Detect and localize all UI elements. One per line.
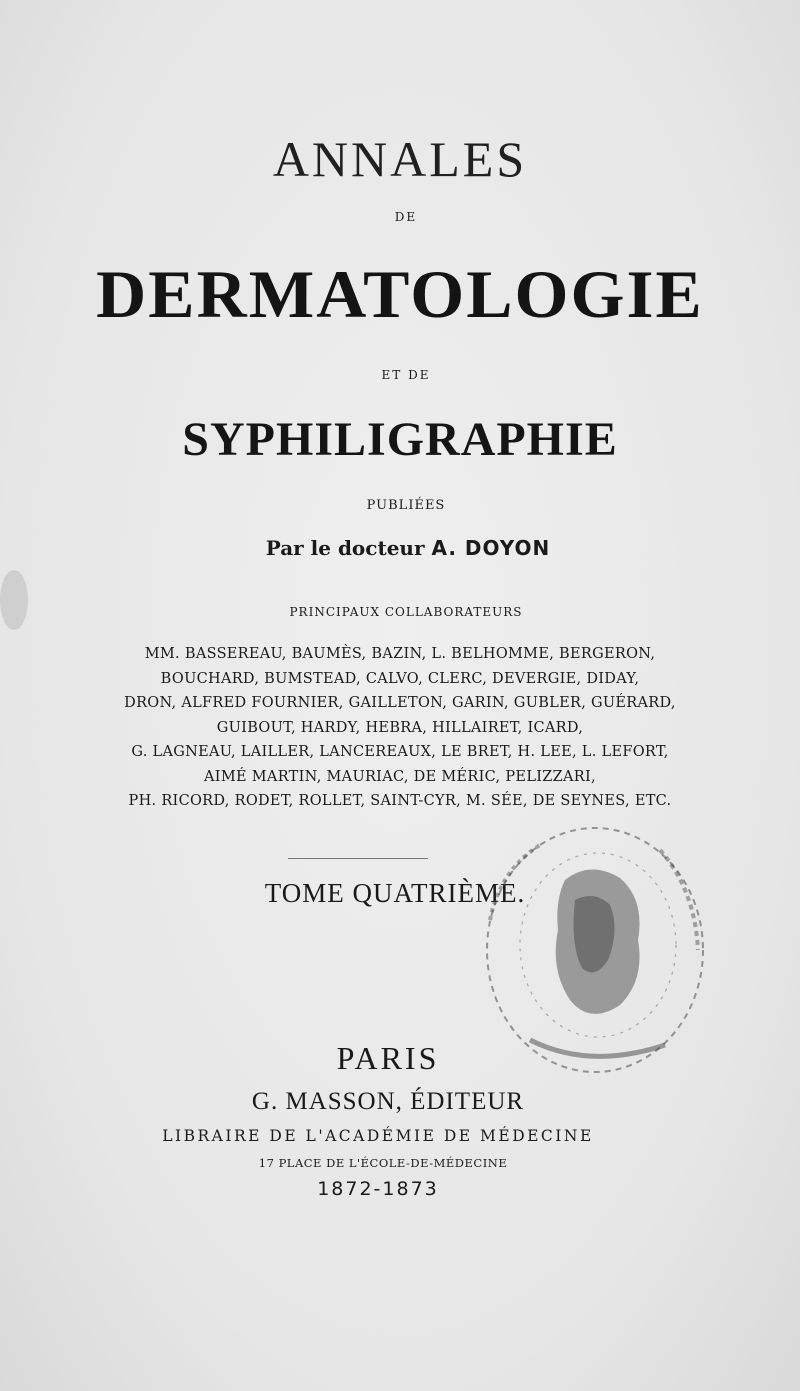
address-line: 17 PLACE DE L'ÉCOLE-DE-MÉDECINE — [258, 1156, 508, 1170]
library-line: LIBRAIRE DE L'ACADÉMIE DE MÉDECINE — [162, 1127, 594, 1145]
collaborators-line: MM. BASSEREAU, BAUMÈS, BAZIN, L. BELHOMME, BERGERON, — [144, 646, 656, 662]
connector-de: DE — [394, 210, 418, 224]
city: PARIS — [336, 1040, 440, 1076]
connector-et-de: ET DE — [381, 368, 431, 382]
volume-label: TOME QUATRIÈME. — [264, 878, 526, 908]
collaborators-line: DRON, ALFRED FOURNIER, GAILLETON, GARIN, GUBLER, GUÉRARD, — [124, 695, 676, 711]
published-label: PUBLIÉES — [366, 498, 446, 513]
collaborators-line: GUIBOUT, HARDY, HEBRA, HILLAIRET, ICARD, — [216, 719, 584, 736]
title-annales: ANNALES — [272, 131, 528, 187]
collaborators-line: BOUCHARD, BUMSTEAD, CALVO, CLERC, DEVERGIE, DIDAY, — [160, 670, 640, 687]
collaborators-line: PH. RICORD, RODET, ROLLET, SAINT-CYR, M. SÉE, DE SEYNES, ETC. — [128, 793, 672, 809]
collaborators-line: AIMÉ MARTIN, MAURIAC, DE MÉRIC, PELIZZARI, — [204, 768, 596, 785]
editor-line — [8, 536, 800, 560]
publisher: G. MASSON, ÉDITEUR — [251, 1088, 525, 1115]
divider-rule — [288, 858, 428, 859]
collaborators-heading: PRINCIPAUX COLLABORATEURS — [289, 605, 523, 619]
publication-years: 1872-1873 — [317, 1178, 439, 1200]
editor-prefix: Par le docteur — [265, 536, 425, 560]
collaborators-line: G. LAGNEAU, LAILLER, LANCEREAUX, LE BRET, H. LEE, L. LEFORT, — [131, 744, 669, 760]
title-dermatologie: DERMATOLOGIE — [96, 256, 704, 332]
collaborators-list — [0, 642, 800, 814]
editor-name: A. DOYON — [431, 536, 551, 560]
title-syphiligraphie: SYPHILIGRAPHIE — [182, 413, 618, 466]
margin-smudge — [0, 560, 40, 640]
